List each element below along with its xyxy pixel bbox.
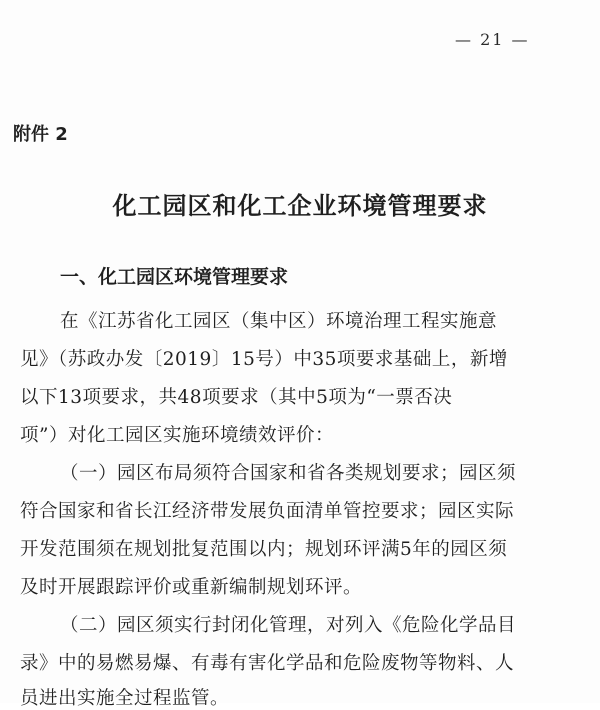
paragraph-line: 开发范围须在规划批复范围以内；规划环评满5年的园区须 (20, 539, 508, 560)
page-number: — 21 — (455, 30, 530, 49)
section-heading: 一、化工园区环境管理要求 (60, 266, 289, 288)
document-title: 化工园区和化工企业环境管理要求 (112, 192, 488, 220)
paragraph-line: 在《江苏省化工园区（集中区）环境治理工程实施意 (60, 311, 498, 332)
paragraph-line: 及时开展跟踪评价或重新编制规划环评。 (20, 577, 363, 598)
paragraph-line: （二）园区须实行封闭化管理，对列入《危险化学品目 (60, 615, 517, 636)
paragraph-line: 员进出实施全过程监管。 (20, 688, 230, 709)
attachment-label: 附件 2 (13, 124, 68, 145)
paragraph-line: 录》中的易燃易爆、有毒有害化学品和危险废物等物料、人 (20, 653, 515, 674)
paragraph-line: 以下13项要求，共48项要求（其中5项为“一票否决 (20, 387, 453, 408)
paragraph-line: 项”）对化工园区实施环境绩效评价： (20, 425, 334, 446)
paragraph-line: 见》（苏政办发〔2019〕15号）中35项要求基础上，新增 (20, 349, 508, 370)
paragraph-line: 符合国家和省长江经济带发展负面清单管控要求；园区实际 (20, 501, 515, 522)
paragraph-line: （一）园区布局须符合国家和省各类规划要求；园区须 (60, 463, 517, 484)
